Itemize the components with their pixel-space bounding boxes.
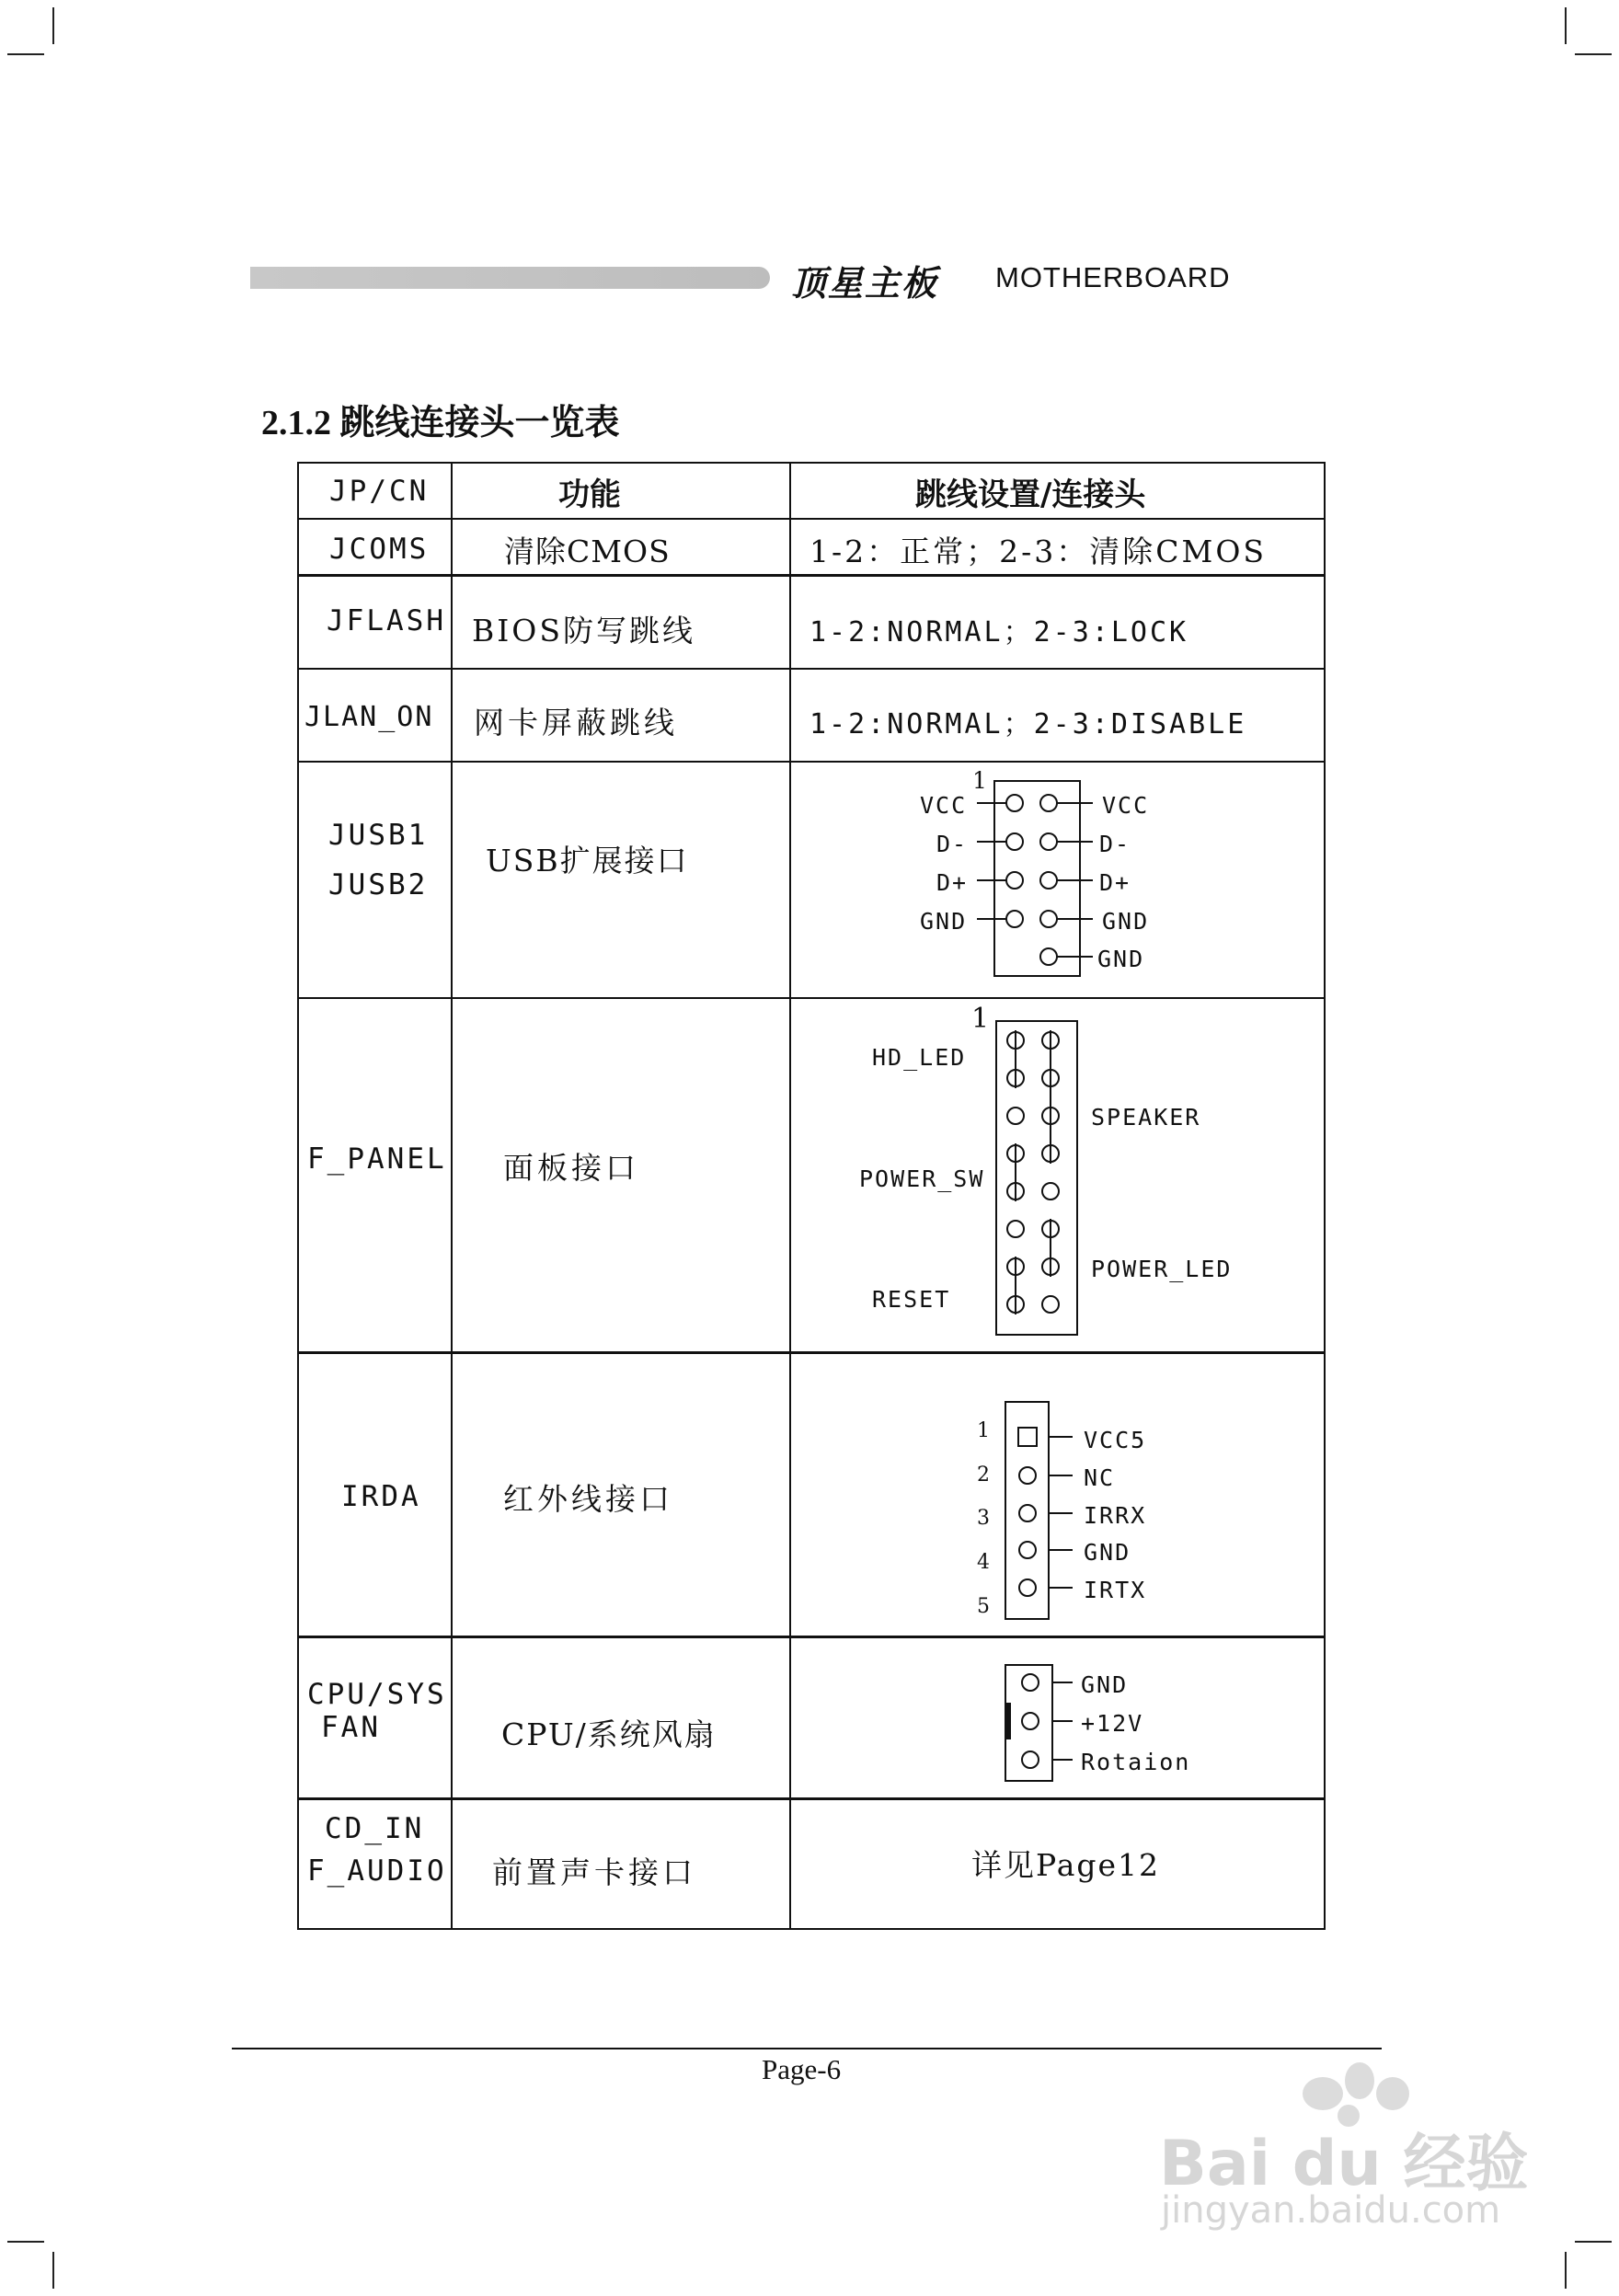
row-function-jlan-on: 网卡屏蔽跳线: [474, 705, 678, 740]
page-number: Page-6: [762, 2053, 842, 2085]
section-title: 2.1.2 跳线连接头一览表: [261, 404, 620, 442]
row-function-jcoms: 清除CMOS: [504, 534, 671, 569]
usb-left-label: VCC: [920, 792, 968, 819]
fan-pin-label: +12V: [1081, 1710, 1144, 1737]
irda-pin-label: IRRX: [1084, 1502, 1147, 1529]
irda-pin-label: GND: [1084, 1539, 1131, 1566]
row-function-f-panel: 面板接口: [503, 1150, 639, 1186]
usb-right-label: D-: [1099, 831, 1131, 857]
row-function-cd-in: 前置声卡接口: [492, 1854, 696, 1890]
usb-pin1-label: 1: [972, 767, 987, 794]
irda-pin-label: NC: [1084, 1464, 1116, 1491]
irda-pin-number: 5: [977, 1595, 990, 1618]
row-id-irda: IRDA: [341, 1480, 421, 1513]
header-jp-cn: JP/CN: [329, 475, 430, 508]
row-setting-jlan-on: 1-2:NORMAL；2-3:DISABLE: [810, 708, 1247, 740]
usb-right-label: GND: [1102, 908, 1150, 935]
row-id-jusb1: JUSB1: [328, 819, 429, 852]
fpanel-left-label: POWER_SW: [859, 1165, 985, 1192]
irda-pin-number: 4: [977, 1551, 990, 1574]
irda-pin-number: 1: [977, 1419, 990, 1442]
fpanel-right-label: POWER_LED: [1091, 1256, 1233, 1282]
fan-pin-label: GND: [1081, 1671, 1129, 1698]
brand-text-en: MOTHERBOARD: [995, 261, 1231, 293]
header-function: 功能: [558, 476, 621, 513]
row-id-jusb2: JUSB2: [328, 868, 429, 901]
usb-right-label: VCC: [1102, 792, 1150, 819]
row-setting-jflash: 1-2:NORMAL；2-3:LOCK: [810, 616, 1189, 649]
irda-pin-label: VCC5: [1084, 1427, 1147, 1453]
row-id-jcoms: JCOMS: [329, 533, 430, 566]
row-function-jflash: BIOS防写跳线: [472, 613, 695, 649]
fpanel-left-label: HD_LED: [872, 1044, 967, 1071]
row-function-fan: CPU/系统风扇: [501, 1716, 717, 1752]
row-id-f-panel: F_PANEL: [307, 1142, 447, 1176]
usb-left-label: D+: [936, 869, 969, 896]
row-id-cd-in: CD_IN: [325, 1812, 425, 1845]
brand-logo-cn: 顶星主板: [791, 263, 939, 304]
row-setting-jcoms: 1-2：正常；2-3：清除CMOS: [810, 534, 1267, 569]
row-id-jlan-on: JLAN_ON: [304, 701, 434, 733]
row-function-irda: 红外线接口: [503, 1481, 673, 1517]
fpanel-pin1-label: 1: [971, 1003, 990, 1035]
fan-pin-label: Rotaion: [1081, 1749, 1191, 1775]
row-id-jflash: JFLASH: [327, 604, 446, 637]
fpanel-right-label: SPEAKER: [1091, 1104, 1201, 1131]
irda-pin-label: IRTX: [1084, 1577, 1147, 1603]
irda-pin-number: 3: [977, 1507, 990, 1530]
row-id-cpu-sys: CPU/SYS: [307, 1678, 447, 1711]
row-id-f-audio: F_AUDIO: [307, 1854, 447, 1888]
watermark-url: jingyan.baidu.com: [1161, 2189, 1501, 2232]
usb-right-label: GND: [1097, 946, 1145, 972]
irda-pin-number: 2: [977, 1464, 990, 1487]
fpanel-left-label: RESET: [872, 1286, 951, 1313]
watermark-logo-text: Bai du 经验: [1159, 2128, 1529, 2200]
usb-right-label: D+: [1099, 869, 1131, 896]
row-id-fan: FAN: [321, 1711, 381, 1744]
usb-left-label: D-: [936, 831, 969, 857]
row-function-jusb: USB扩展接口: [486, 843, 689, 878]
usb-left-label: GND: [920, 908, 968, 935]
header-setting: 跳线设置/连接头: [915, 476, 1146, 513]
row-setting-cd-in: 详见Page12: [971, 1847, 1161, 1883]
